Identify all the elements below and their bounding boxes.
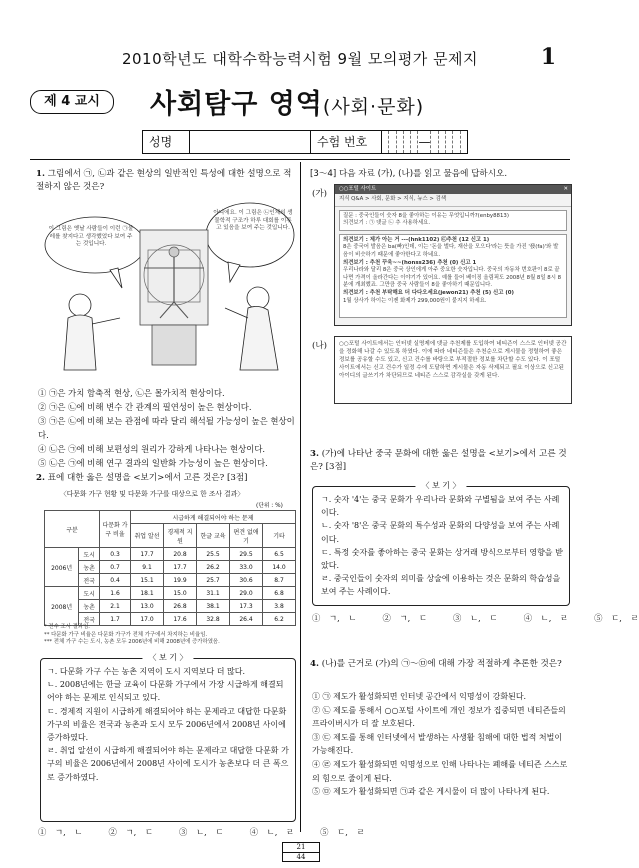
cell: 18.1: [131, 587, 164, 600]
q3-bogi-item: ㄴ. 숫자 '8'은 중국 문화의 특수성과 문화의 다양성을 보여 주는 사례이다.: [321, 521, 560, 544]
name-field[interactable]: [190, 131, 311, 153]
q4-choice[interactable]: ① ㉠ 제도가 활성화되면 인터넷 공간에서 익명성이 강화된다.: [312, 692, 527, 701]
q1-bubble-left: 이 그림은 옛날 사람들이 이런 ㉠물레를 찾지다고 생각했었다 보여 주는 것입니다.: [48, 226, 134, 248]
cell: 13.0: [131, 600, 164, 613]
q2-choices[interactable]: ① ㄱ, ㄴ ② ㄱ, ㄷ ③ ㄴ, ㄷ ④ ㄴ, ㄹ ⑤ ㄷ, ㄹ: [38, 827, 365, 837]
q1-bubble-right: 아니에요. 이 그림은 ㉡인체의 생물학적 구조가 하루 대회를 이루고 있음을 보여 주는 것입니다.: [213, 210, 293, 232]
cell: 0.4: [100, 574, 131, 587]
cell-area: 전국: [79, 574, 100, 587]
q2-notes: [44, 624, 298, 647]
cell: 17.0: [131, 613, 164, 626]
q1-choice[interactable]: ② ㉠은 ㉡에 비해 변수 간 관계의 필연성이 높은 현상이다.: [38, 402, 252, 412]
th-col: 기타: [263, 524, 296, 548]
exam-no-cell[interactable]: [397, 131, 404, 153]
cell: 6.2: [263, 613, 296, 626]
post-header: 의견보기 : 추천 꾸욱~~(honss236) 추천 (0) 신고 1: [343, 259, 477, 266]
q2-bogi-title: 〈 보 기 〉: [142, 652, 193, 663]
q1-choices: [38, 386, 296, 470]
q2-text: 표에 대한 옳은 설명을 <보기>에서 고른 것은? [3점]: [47, 473, 248, 483]
cell: 17.7: [164, 561, 197, 574]
table-row: [45, 548, 296, 561]
table-row: [45, 587, 296, 600]
q3-bogi-box: [312, 481, 570, 606]
footer-total: 44: [296, 853, 306, 861]
table-row: [45, 600, 296, 613]
cell: 15.0: [164, 587, 197, 600]
cell: 25.5: [197, 548, 230, 561]
cell: 9.1: [131, 561, 164, 574]
q2-stem: [36, 472, 294, 485]
q4-choice[interactable]: ② ㉡ 제도를 통해서 ○○포털 사이트에 개인 정보가 집중되면 네티즌들의 프라이버시가 더 잘 보호된다.: [312, 705, 566, 729]
browser-titlebar: [335, 185, 571, 194]
cell-area: 전국: [79, 613, 100, 626]
page-number: 1: [540, 44, 556, 70]
q3-number: 3.: [310, 449, 319, 459]
column-divider: [300, 162, 301, 832]
cell: 8.7: [263, 574, 296, 587]
post-body: 1월 상사가 하이는 이젠 화제가 299,000원이 붙지지 하세요.: [343, 297, 487, 304]
q1-stem: [36, 168, 294, 194]
exam-no-cell[interactable]: [431, 131, 438, 153]
q2-note: * 전수 조사 결과임.: [44, 624, 91, 630]
exam-no-cell[interactable]: [404, 131, 411, 153]
q3-bogi-item: ㄹ. 중국인들이 숫자의 의미를 상술에 이용하는 것은 문화의 학습성을 보여 주는 사례이다.: [321, 574, 561, 597]
cell: 17.3: [230, 600, 263, 613]
passage-na-text: ○○포털 사이트에서는 인터넷 실명제에 댓글 추천제를 도입하여 네티즌이 스스로 인터넷 공간을 정화해 나갈 수 있도록 하였다. 이에 따라 네티즌들은 추천순으로 게시물을 정렬하여 좋은 정보를 공유할 수도 있고, 신고 건수를 바탕으로 부적절한 정보를 차단할 수도 있다. 이 포털 사이트에서는 신고 건수가 일정 수에 도달하면 게시물은 자동 삭제되고 필요 이상으로 신고된 아이디의 글쓰기가 차단되므로 네티즌 스스로 감각실을 갖게 된다.: [334, 336, 572, 404]
passage-intro: [3～4] 다음 자료 (가), (나)를 읽고 물음에 답하시오.: [310, 169, 508, 179]
q2-table: [44, 510, 296, 626]
cell: 2.1: [100, 600, 131, 613]
q3-bogi-item: ㄷ. 특정 숫자를 좋아하는 중국 문화는 상거래 방식으로부터 영향을 받았다.: [321, 547, 563, 571]
q2-unit: (단위 : %): [256, 503, 283, 509]
cell-year: 2006년: [45, 548, 79, 587]
name-exam-box: [142, 130, 468, 154]
cell: 29.0: [230, 587, 263, 600]
cell: 17.6: [164, 613, 197, 626]
cell-area: 도시: [79, 548, 100, 561]
q4-choice[interactable]: ③ ㉢ 제도를 통해 인터넷에서 발생하는 사생활 침해에 대한 법적 처벌이 가능해진다.: [312, 732, 563, 756]
th-need: 시급하게 해결되어야 하는 문제: [131, 511, 296, 524]
browser-title: ○○포털 사이트: [339, 186, 377, 192]
cell: 30.6: [230, 574, 263, 587]
cell: 17.7: [131, 548, 164, 561]
cell: 32.8: [197, 613, 230, 626]
exam-no-dash: —: [418, 131, 431, 153]
q1-text: 그림에서 ㉠, ㉡과 같은 현상의 일반적인 특성에 대한 설명으로 적절하지 않은 것은?: [36, 169, 292, 192]
q3-choices[interactable]: ① ㄱ, ㄴ ② ㄱ, ㄷ ③ ㄴ, ㄷ ④ ㄴ, ㄹ ⑤ ㄷ, ㄹ: [312, 613, 639, 623]
exam-no-cell[interactable]: [382, 131, 389, 153]
exam-header: 2010학년도 대학수학능력시험 9월 모의평가 문제지: [121, 50, 479, 68]
cell-area: 농촌: [79, 561, 100, 574]
exam-no-cell[interactable]: [446, 131, 453, 153]
cell: 26.2: [197, 561, 230, 574]
subject-sub: (사회·문화): [322, 96, 425, 118]
q1-choice[interactable]: ④ ㉡은 ㉠에 비해 보편성의 원리가 강하게 나타나는 현상이다.: [38, 444, 266, 454]
subject-name: 사회탐구 영역: [150, 89, 323, 120]
q2-table-title: 〈다문화 가구 현황 및 다문화 가구를 대상으로 한 조사 결과〉: [60, 490, 245, 498]
answer-posts: [339, 234, 567, 318]
q1-choice[interactable]: ① ㉠은 가치 함축적 현상, ㉡은 몰가치적 현상이다.: [38, 388, 225, 398]
cell: 25.7: [197, 574, 230, 587]
cell: 26.8: [164, 600, 197, 613]
q2-number: 2.: [36, 473, 45, 483]
post-body: 8은 중국어 발음은 ba(빠)인데, 이는 '돈을 벌다, 재산을 모으다'라는 뜻을 가진 '發(fa)'와 발음이 비슷하기 때문에 좋아한다고 하네요.: [343, 244, 559, 258]
close-icon[interactable]: ✕: [563, 186, 568, 192]
name-label: 성명: [143, 131, 190, 153]
cell: 1.7: [100, 613, 131, 626]
q4-choice[interactable]: ⑤ ㉤ 제도가 활성화되면 ㉠과 같은 게시물이 더 많이 나타나게 된다.: [312, 787, 550, 797]
cell: 19.9: [164, 574, 197, 587]
q4-text: (나)를 근거로 (가)의 ㉠～㉤에 대해 가장 적절하게 추론한 것은?: [321, 659, 562, 669]
cell: 1.6: [100, 587, 131, 600]
answer-head: 의견보기 : ㉠ 댓글 ㉡ 추 사용하세요.: [343, 220, 431, 227]
q2-note: ** 다문화 가구 비율은 다문화 가구가 전체 가구에서 차지하는 비율임.: [44, 631, 208, 638]
exam-no-cell[interactable]: [461, 131, 467, 153]
passage-ga-label: (가): [312, 189, 328, 199]
q2-bogi-item: ㄷ. 경제적 지원이 시급하게 해결되어야 하는 문제라고 대답한 다문화 가구의 비율은 전국과 농촌과 도시 모두 2006년에서 2008년 사이에 증가하였다.: [47, 706, 287, 743]
exam-no-cell[interactable]: [439, 131, 446, 153]
cell: 14.0: [263, 561, 296, 574]
cell: 15.1: [131, 574, 164, 587]
post-header: 의견보기 : 추천 부탁해요 더 다다오세요(jewon21) 추천 (5) 신고 (0): [343, 289, 515, 296]
q4-stem: [310, 658, 572, 671]
cell: 33.0: [230, 561, 263, 574]
q3-stem: [310, 448, 572, 474]
cell-area: 농촌: [79, 600, 100, 613]
cell: 0.3: [100, 548, 131, 561]
page-footer: [282, 842, 320, 862]
cell: 3.8: [263, 600, 296, 613]
exam-no-cell[interactable]: [389, 131, 396, 153]
q2-bogi-item: ㄱ. 다문화 가구 수는 농촌 지역이 도시 지역보다 더 많다.: [47, 667, 245, 676]
q2-bogi-box: [40, 653, 296, 822]
q1-choice[interactable]: ⑤ ㉡은 ㉠에 비해 연구 결과의 일반화 가능성이 높은 현상이다.: [38, 458, 268, 468]
exam-no-cell[interactable]: [453, 131, 460, 153]
q4-choice[interactable]: ④ ㉣ 제도가 활성화되면 익명성으로 인해 나타나는 폐해를 네티즌 스스로의 힘으로 줄이게 된다.: [312, 759, 568, 783]
cell: 6.5: [263, 548, 296, 561]
q2-table-wrap: [44, 510, 296, 626]
th-group: 구분: [45, 511, 100, 548]
q2-bogi-item: ㄹ. 취업 알선이 시급하게 해결되어야 하는 문제라고 대답한 다문화 가구의 비율은 2006년에서 2008년 사이에 도시가 농촌보다 더 큰 폭으로 증가하였다.: [47, 746, 289, 782]
table-row: [45, 574, 296, 587]
cell: 38.1: [197, 600, 230, 613]
cell: 29.5: [230, 548, 263, 561]
cell-year: 2008년: [45, 587, 79, 626]
th-ratio: 다문화 가구 비율: [100, 511, 131, 548]
table-row: [45, 561, 296, 574]
cell: 20.8: [164, 548, 197, 561]
exam-no-cell[interactable]: [411, 131, 418, 153]
th-col: 편견 없애기: [230, 524, 263, 548]
passage-na-label: (나): [312, 341, 328, 351]
question-post: [339, 210, 567, 231]
header-rule: [30, 159, 570, 160]
q1-number: 1.: [36, 169, 45, 179]
browser-menu[interactable]: 지식 Q&A > 사회, 문화 > 지식, 뉴스 > 검색: [335, 194, 571, 207]
q3-bogi-item: ㄱ. 숫자 '4'는 중국 문화가 우리나라 문화와 구별됨을 보여 주는 사례이다.: [321, 495, 560, 518]
cell-area: 도시: [79, 587, 100, 600]
cell: 6.8: [263, 587, 296, 600]
cell: 31.1: [197, 587, 230, 600]
q3-text: (가)에 나타난 중국 문화에 대한 옳은 설명을 <보기>에서 고른 것은? [3점]: [310, 449, 567, 472]
exam-no-label: 수험 번호: [311, 131, 382, 153]
q1-choice[interactable]: ③ ㉠은 ㉡에 비해 보는 관점에 따라 달리 해석될 가능성이 높은 현상이다.: [38, 416, 295, 440]
q3-bogi-title: 〈 보 기 〉: [415, 480, 466, 491]
subject-title: [150, 82, 424, 121]
q4-number: 4.: [310, 659, 319, 669]
browser-window: [334, 184, 572, 326]
q2-note: *** 전체 가구 수는 도시, 농촌 모두 2006년에 비해 2008년에 증가하였음.: [44, 639, 220, 646]
th-col: 경제적 지원: [164, 524, 197, 548]
session-badge: 제 4 교시: [30, 90, 114, 114]
question-line: 질문 : 중국인들이 숫자 8을 좋아하는 이유는 무엇입니까?(enby8813): [343, 212, 509, 219]
cell: 0.7: [100, 561, 131, 574]
cell: 26.4: [230, 613, 263, 626]
q4-choices: [312, 690, 570, 799]
th-col: 한글 교육: [197, 524, 230, 548]
post-body: 우리나라와 달리 8은 중국 상인에게 아주 중요한 숫자입니다. 중국의 자동차 번호판이 8로 끝나면 가격이 올라간다는 이야기가 있어요. 예를 들어 베이징 올림픽도 2008년 8월 8일 8시 8분에 개최했죠. 그만큼 중국 사람들이 8을 좋아하기 때문입니다.: [343, 267, 562, 289]
post-header: 의견보기 : 제가 아는 거 ---(hnk1102) ㉢추천 (12 신고 1): [343, 236, 490, 243]
footer-page: 21: [283, 843, 319, 853]
q2-bogi-item: ㄴ. 2008년에는 한글 교육이 다문화 가구에서 가장 시급하게 해결되어야 하는 문제로 인식되고 있다.: [47, 680, 284, 703]
th-col: 취업 알선: [131, 524, 164, 548]
